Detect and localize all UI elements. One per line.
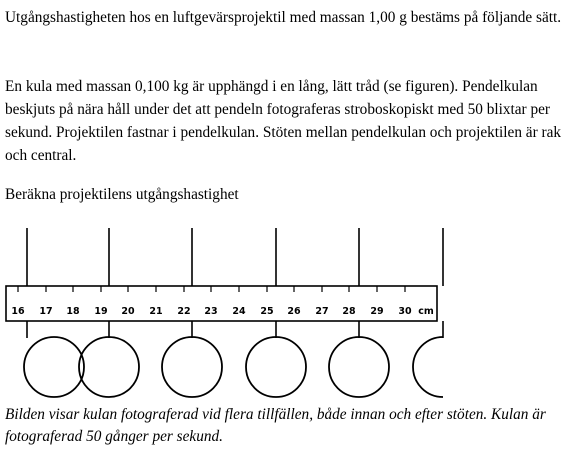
ruler-label: 22 [177,306,191,317]
question-text: Beräkna projektilens utgångshastighet [5,186,239,203]
pendulum-figure [0,225,570,403]
ruler-unit: cm [418,306,434,317]
ball-position-4 [246,337,306,397]
ball-position-6-partial [413,337,443,397]
ruler-label: 21 [149,306,163,317]
ruler-label: 17 [39,306,53,317]
ball-position-2 [79,337,139,397]
ruler-label: 25 [260,306,274,317]
ruler-label: 27 [315,306,329,317]
ball-position-5 [329,337,389,397]
ruler-label: 16 [11,306,25,317]
ruler-label: 19 [94,306,108,317]
figure-caption: Bilden visar kulan fotograferad vid flera tillfällen, både innan och efter stöten. Kulan är fotograferad 50 gånger per sekund. [5,406,546,445]
intro-paragraph: Utgångshastigheten hos en luftgevärsprojektil med massan 1,00 g bestäms på följande sätt. [5,9,562,26]
ruler-label: 18 [66,306,80,317]
ruler-label: 24 [232,306,246,317]
ball-position-3 [162,337,222,397]
ball-position-1 [24,337,84,397]
ruler-label: 23 [204,306,218,317]
ruler-label: 30 [398,306,412,317]
setup-paragraph: En kula med massan 0,100 kg är upphängd i en lång, lätt tråd (se figuren). Pendelkulan beskjuts på nära håll under det att pendeln fotograferas stroboskopiskt med 50 blixtar per sekund. Projektilen fastnar i pendelkulan. Stöten mellan pendelkulan och projektilen är rak och central. [5,78,562,164]
ruler-label: 28 [342,306,356,317]
pendulum-balls [24,337,443,397]
ruler-label: 20 [121,306,135,317]
ruler-label: 26 [287,306,301,317]
ruler-label: 29 [370,306,384,317]
